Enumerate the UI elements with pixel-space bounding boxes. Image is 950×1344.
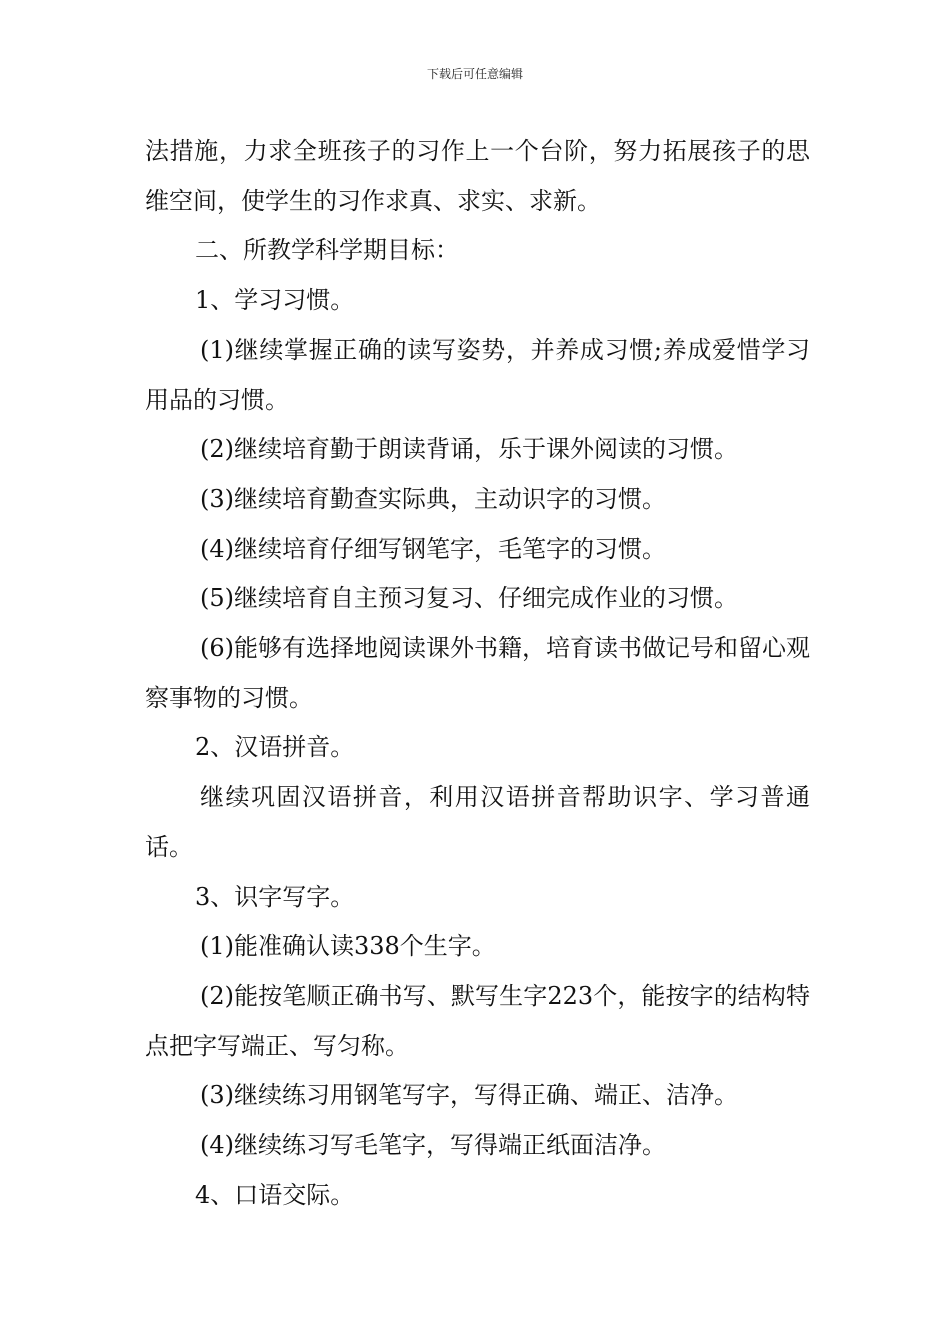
- list-item-habit-5: (5)继续培育自主预习复习、仔细完成作业的习惯。: [200, 584, 738, 613]
- subheading-study-habits: 1、学习习惯。: [195, 286, 355, 315]
- list-item-habit-1: (1)继续掌握正确的读写姿势，并养成习惯;养成爱惜学习用品的习惯。: [145, 335, 810, 414]
- paragraph-1: 法措施，力求全班孩子的习作上一个台阶，努力拓展孩子的思维空间，使学生的习作求真、求实、求新。: [145, 137, 810, 215]
- page-header-note: 下载后可任意编辑: [426, 67, 523, 81]
- paragraph-pinyin: 继续巩固汉语拼音，利用汉语拼音帮助识字、学习普通话。: [145, 783, 810, 861]
- document-body: [145, 127, 810, 1220]
- list-item-habit-6: (6)能够有选择地阅读课外书籍，培育读书做记号和留心观察事物的习惯。: [145, 634, 810, 712]
- subheading-pinyin: 2、汉语拼音。: [195, 733, 355, 762]
- list-item-literacy-2: (2)能按笔顺正确书写、默写生字223个，能按字的结构特点把字写端正、写匀称。: [145, 981, 810, 1060]
- list-item-literacy-1: (1)能准确认读338个生字。: [200, 932, 496, 961]
- subheading-oral-communication: 4、口语交际。: [195, 1180, 355, 1209]
- list-item-habit-3: (3)继续培育勤查实际典，主动识字的习惯。: [200, 484, 666, 513]
- list-item-literacy-3: (3)继续练习用钢笔写字，写得正确、端正、洁净。: [200, 1081, 738, 1110]
- list-item-habit-2: (2)继续培育勤于朗读背诵，乐于课外阅读的习惯。: [200, 435, 738, 464]
- list-item-literacy-4: (4)继续练习写毛笔字，写得端正纸面洁净。: [200, 1131, 666, 1160]
- subheading-literacy: 3、识字写字。: [195, 882, 355, 911]
- section-heading-goals: 二、所教学科学期目标：: [195, 236, 459, 265]
- list-item-habit-4: (4)继续培育仔细写钢笔字，毛笔字的习惯。: [200, 534, 666, 563]
